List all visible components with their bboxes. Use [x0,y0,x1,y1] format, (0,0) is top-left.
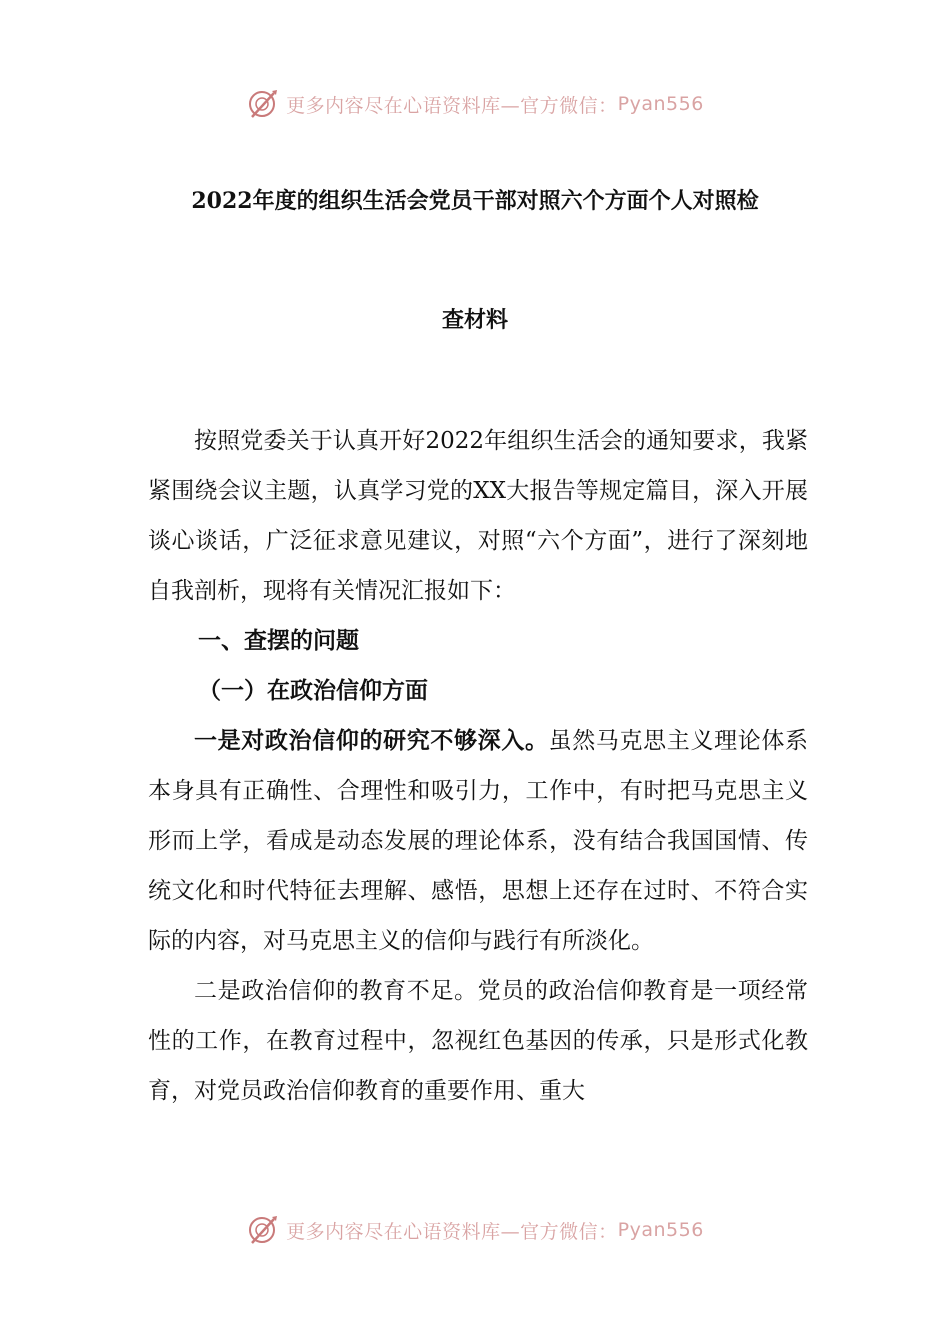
document-title-line-1: 2022年度的组织生活会党员干部对照六个方面个人对照检 [191,188,759,214]
point-1-text: 虽然马克思主义理论体系本身具有正确性、合理性和吸引力，工作中，有时把马克思主义形而上学，看成是动态发展的理论体系，没有结合我国国情、传统文化和时代特征去理解、感悟，思想上还存在过时、不符合实际的内容，对马克思主义的信仰与践行有所淡化。 [148,728,809,954]
watermark-wechat-id: Pyan556 [617,1219,704,1241]
subsection-heading: （一）在政治信仰方面 [198,677,428,704]
watermark-text: 更多内容尽在心语资料库—官方微信： [286,94,618,117]
section-heading: 一、查摆的问题 [198,627,359,654]
watermark-banner-bottom [0,1212,950,1248]
point-2-paragraph: 二是政治信仰的教育不足。党员的政治信仰教育是一项经常性的工作，在教育过程中，忽视红色基因的传承，只是形式化教育，对党员政治信仰教育的重要作用、重大 [148,978,808,1104]
pen-logo-icon [246,87,280,121]
document-title-line-2: 查材料 [441,307,508,333]
watermark-wechat-id: Pyan556 [617,93,704,115]
watermark-banner-top [0,86,950,122]
document-body [148,416,808,1116]
intro-paragraph: 按照党委关于认真开好2022年组织生活会的通知要求，我紧紧围绕会议主题，认真学习党的XX大报告等规定篇目，深入开展谈心谈话，广泛征求意见建议，对照“六个方面”，进行了深刻地自我剖析，现将有关情况汇报如下： [148,428,808,604]
point-1-lead: 一是对政治信仰的研究不够深入。 [194,727,549,754]
watermark-text: 更多内容尽在心语资料库—官方微信： [286,1220,618,1243]
point-1-paragraph [148,716,808,966]
pen-logo-icon [246,1213,280,1247]
